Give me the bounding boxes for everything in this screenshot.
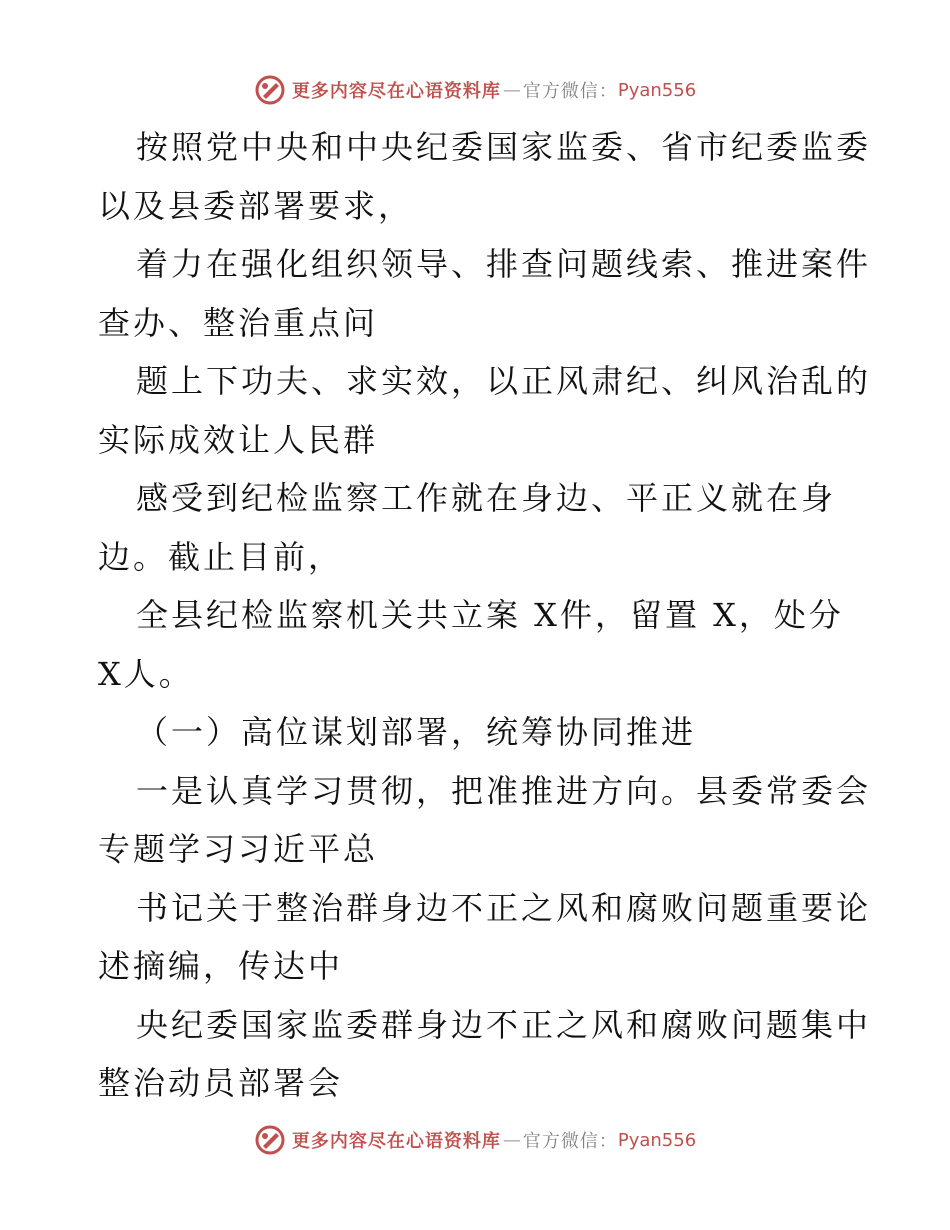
text-line: 题上下功夫、求实效，以正风肃纪、纠风治乱的 — [136, 362, 872, 400]
watermark-dash: — — [502, 1129, 521, 1151]
document-body — [98, 118, 872, 1113]
text-line: X人。 — [98, 654, 194, 693]
watermark-brand: 更多内容尽在心语资料库 — [291, 81, 501, 102]
text-line: 以及县委部署要求， — [98, 186, 414, 225]
text-line: 实际成效让人民群 — [98, 420, 379, 459]
logo-icon — [254, 1124, 286, 1156]
text-line: 感受到纪检监察工作就在身边、平正义就在身 — [136, 479, 837, 517]
logo-icon — [254, 74, 286, 106]
text-line: （一）高位谋划部署，统筹协同推进 — [136, 713, 697, 751]
text-line: 一是认真学习贯彻，把准推进方向。县委常委会 — [136, 771, 872, 810]
watermark-label: 官方微信： — [522, 1131, 618, 1152]
watermark-brand: 更多内容尽在心语资料库 — [291, 1131, 501, 1152]
text-line: 按照党中央和中央纪委国家监委、省市纪委监委 — [136, 128, 872, 166]
text-line: 边。截止目前， — [98, 537, 344, 576]
watermark-label: 官方微信： — [522, 81, 618, 102]
watermark-id: Pyan556 — [617, 79, 697, 101]
watermark-id: Pyan556 — [617, 1129, 697, 1151]
text-line: 述摘编，传达中 — [98, 947, 344, 985]
watermark-dash: — — [502, 79, 521, 101]
watermark-footer — [0, 1120, 950, 1160]
text-line: 着力在强化组织领导、排查问题线索、推进案件 — [136, 245, 872, 283]
text-line: 查办、整治重点问 — [98, 303, 379, 342]
text-line: 书记关于整治群身边不正之风和腐败问题重要论 — [136, 888, 872, 927]
text-line: 整治动员部署会 — [98, 1064, 344, 1102]
text-line: 央纪委国家监委群身边不正之风和腐败问题集中 — [136, 1005, 872, 1044]
watermark-header — [0, 70, 950, 110]
text-line: 专题学习习近平总 — [98, 830, 379, 868]
text-line: 全县纪检监察机关共立案 X件，留置 X，处分 — [136, 596, 844, 634]
